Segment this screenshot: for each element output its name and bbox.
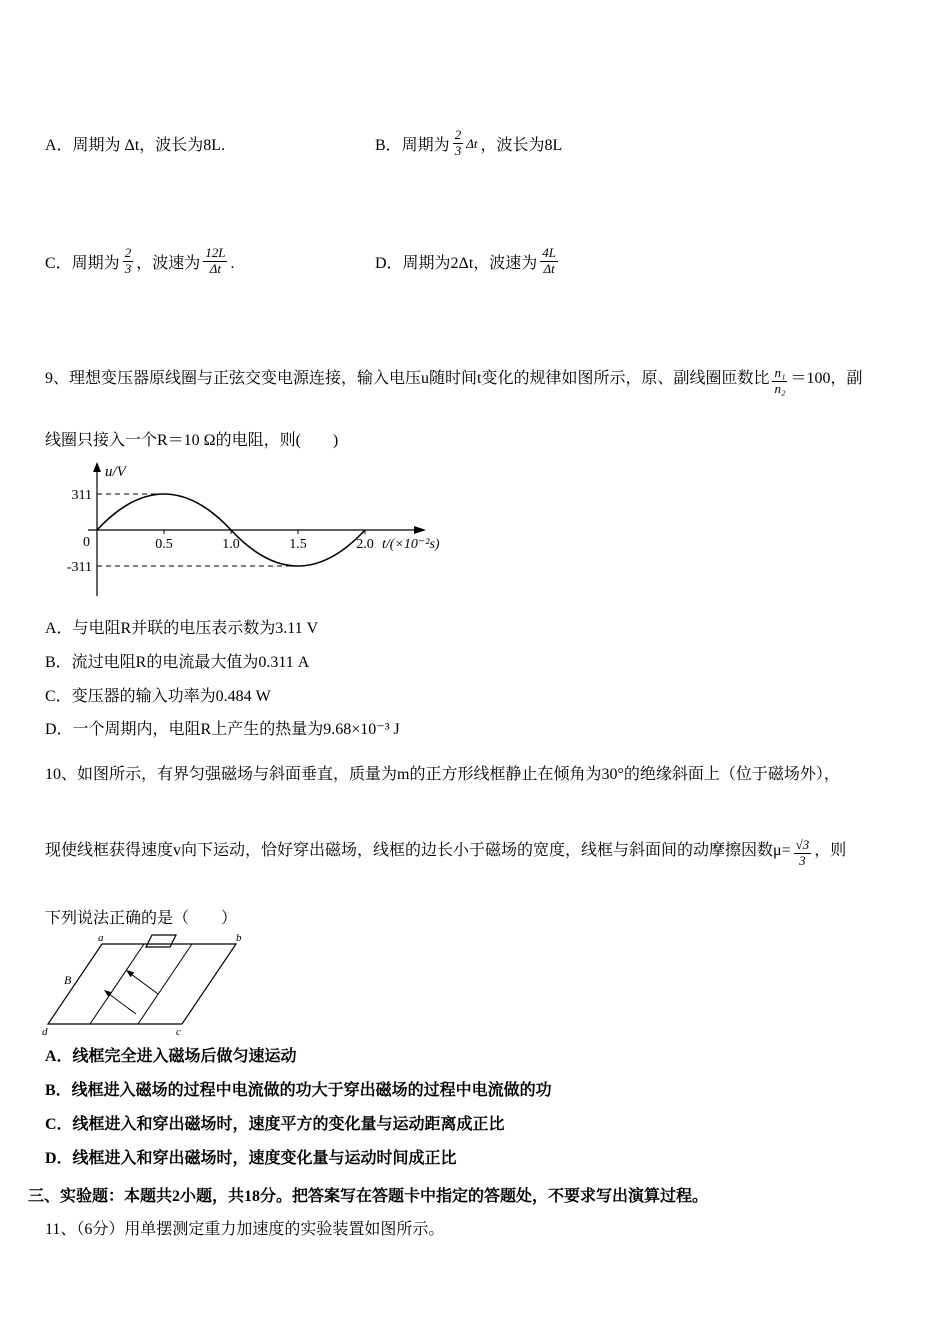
question-10-text-line2-post: ，则 <box>814 842 847 859</box>
x-tick-label: 1.5 <box>289 537 307 552</box>
friction-coefficient-formula <box>794 838 812 869</box>
q9-option-d-text: D．一个周期内，电阻R上产生的热量为9.68×10⁻³ J <box>45 721 400 738</box>
question-10-line3 <box>45 908 237 930</box>
fraction-numerator: 2 <box>454 127 462 142</box>
question-9-line2 <box>45 430 338 452</box>
x-tick-label: 2.0 <box>356 537 374 552</box>
question-9-text-line2: 线圈只接入一个R＝10 Ω的电阻，则( ) <box>45 432 339 449</box>
q9-option-b-text: B．流过电阻R的电流最大值为0.311 A <box>45 654 310 671</box>
q10-option-d-text: D．线框进入和穿出磁场时，速度变化量与运动时间成正比 <box>45 1150 457 1167</box>
q9-option-c <box>45 686 271 708</box>
question-11-line1 <box>45 1219 444 1241</box>
prev-option-d-pre: D．周期为2Δt，波速为 <box>375 255 538 272</box>
question-10-line1 <box>45 764 840 786</box>
prev-option-c-pre: C．周期为 <box>45 255 120 272</box>
q10-option-a <box>45 1046 297 1068</box>
q10-option-c-text: C．线框进入和穿出磁场时，速度平方的变化量与运动距离成正比 <box>45 1116 505 1133</box>
fraction-denominator: 3 <box>799 852 806 868</box>
prev-option-b <box>375 127 563 170</box>
question-10-text-line3: 下列说法正确的是（ ） <box>45 910 238 927</box>
q9-option-b <box>45 652 309 674</box>
field-arrow-1-head <box>126 970 134 977</box>
prev-option-d-formula <box>540 246 558 277</box>
voltage-time-graph-container <box>52 458 452 598</box>
field-boundary-left <box>90 944 144 1024</box>
y-min-label: -311 <box>66 560 92 575</box>
prev-option-c-formula1 <box>123 246 134 277</box>
x-tick-label: 1.0 <box>222 537 240 552</box>
q9-option-a <box>45 618 318 640</box>
q9-option-a-text: A．与电阻R并联的电压表示数为3.11 V <box>45 620 319 637</box>
incline-diagram-container <box>40 932 250 1037</box>
fraction-numerator: n₁ <box>774 365 786 380</box>
question-9-text: 9、理想变压器原线圈与正弦交变电源连接，输入电压u随时间t变化的规律如图所示，原、副线圈匝数比 <box>45 370 770 387</box>
section-3-header-text: 三、实验题：本题共2小题，共18分。把答案写在答题卡中指定的答题处，不要求写出演算过程。 <box>28 1188 709 1205</box>
field-label-B: B <box>64 973 72 987</box>
question-11-text: 11、（6分）用单摆测定重力加速度的实验装置如图所示。 <box>45 1221 445 1238</box>
vertex-label-d: d <box>42 1026 48 1038</box>
formula-suffix: Δt <box>466 135 478 151</box>
question-9-line1 <box>45 365 863 403</box>
vertex-label-a: a <box>98 932 104 944</box>
q9-option-c-text: C．变压器的输入功率为0.484 W <box>45 688 271 705</box>
fraction-numerator: 4L <box>542 245 557 260</box>
prev-option-c-post: . <box>230 255 235 272</box>
fraction-numerator: 12L <box>205 245 226 260</box>
prev-option-c-formula2 <box>203 246 227 277</box>
fraction-numerator: √3 <box>795 837 810 852</box>
incline-diagram <box>40 932 250 1037</box>
voltage-time-graph <box>52 458 452 598</box>
question-10-line2 <box>45 837 847 875</box>
q10-option-d <box>45 1148 457 1170</box>
q9-option-d <box>45 719 400 741</box>
y-axis-arrow <box>93 462 101 472</box>
prev-option-a-text: A．周期为 Δt，波长为8L. <box>45 137 226 154</box>
prev-option-d <box>375 245 561 288</box>
fraction-denominator: 3 <box>124 260 132 276</box>
fraction-denominator: Δt <box>543 260 555 276</box>
y-axis-label: u/V <box>105 464 126 480</box>
fraction-denominator: 3 <box>454 142 462 158</box>
x-axis-label: t/(×10⁻²s) <box>382 537 440 552</box>
inclined-plane-outline <box>48 944 236 1024</box>
q10-option-a-text: A．线框完全进入磁场后做匀速运动 <box>45 1048 297 1065</box>
question-10-text-line1: 10、如图所示，有界匀强磁场与斜面垂直，质量为m的正方形线框静止在倾角为30°的绝缘斜面上（位于磁场外）， <box>45 766 840 783</box>
prev-option-c <box>45 245 235 288</box>
fraction-numerator: 2 <box>124 245 132 260</box>
section-3-header <box>28 1186 708 1208</box>
turns-ratio-formula <box>772 366 787 397</box>
prev-option-a <box>45 135 225 157</box>
q10-option-b <box>45 1080 552 1102</box>
origin-label: 0 <box>83 535 90 550</box>
question-9-text-post: ＝100，副 <box>790 370 863 387</box>
fraction-denominator: Δt <box>209 260 221 276</box>
vertex-label-b: b <box>236 932 242 944</box>
prev-option-b-pre: B．周期为 <box>375 137 450 154</box>
x-axis-arrow <box>414 526 426 534</box>
x-tick-label: 0.5 <box>155 537 173 552</box>
vertex-label-c: c <box>176 1026 181 1038</box>
wire-frame-square <box>146 935 176 947</box>
prev-option-b-formula <box>453 128 478 159</box>
q10-option-c <box>45 1114 505 1136</box>
prev-option-b-post: ，波长为8L <box>480 137 563 154</box>
question-10-text-line2: 现使线框获得速度v向下运动，恰好穿出磁场，线框的边长小于磁场的宽度，线框与斜面间的动摩擦因数μ= <box>45 842 791 859</box>
y-max-label: 311 <box>71 488 92 503</box>
fraction-denominator: n₂ <box>774 380 786 396</box>
q10-option-b-text: B．线框进入磁场的过程中电流做的功大于穿出磁场的过程中电流做的功 <box>45 1082 552 1099</box>
field-boundary-right <box>138 944 192 1024</box>
prev-option-c-mid: ，波速为 <box>136 255 201 272</box>
field-arrow-2-head <box>104 990 112 997</box>
